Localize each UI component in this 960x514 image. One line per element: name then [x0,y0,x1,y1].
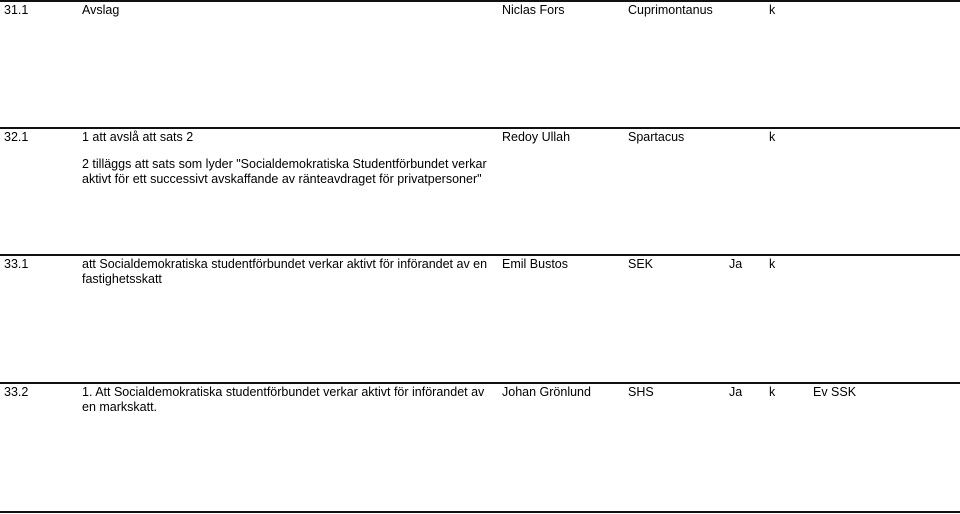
row-org: SHS [628,385,654,399]
row-vote: Ja [729,385,743,399]
row-text: Avslag [82,3,120,17]
row-org: Spartacus [628,130,685,144]
row-number: 33.2 [4,385,29,399]
row-separator [0,127,960,129]
row-separator [0,511,960,513]
row-name: Johan Grönlund [502,385,591,399]
row-extra: Ev SSK [813,385,857,399]
row-name: Emil Bustos [502,257,568,271]
row-org: Cuprimontanus [628,3,713,17]
row-text-continued: 2 tilläggs att sats som lyder "Socialdemokratiska Studentförbundet verkar aktivt för ett successivt avskaffande av ränteavdraget för privatpersoner" [82,157,487,186]
row-name: Redoy Ullah [502,130,571,144]
row-vote: Ja [729,257,743,271]
row-text: 1. Att Socialdemokratiska studentförbundet verkar aktivt för införandet av en markskatt. [82,385,485,414]
row-text: att Socialdemokratiska studentförbundet verkar aktivt för införandet av en fastighetsskatt [82,257,488,286]
row-separator [0,382,960,384]
row-k: k [769,257,776,271]
row-k: k [769,130,776,144]
row-separator [0,254,960,256]
row-text: 1 att avslå att sats 2 [82,130,194,144]
row-name: Niclas Fors [502,3,565,17]
row-org: SEK [628,257,654,271]
row-number: 32.1 [4,130,29,144]
row-k: k [769,3,776,17]
row-separator [0,0,960,2]
row-k: k [769,385,776,399]
row-number: 31.1 [4,3,29,17]
row-number: 33.1 [4,257,29,271]
